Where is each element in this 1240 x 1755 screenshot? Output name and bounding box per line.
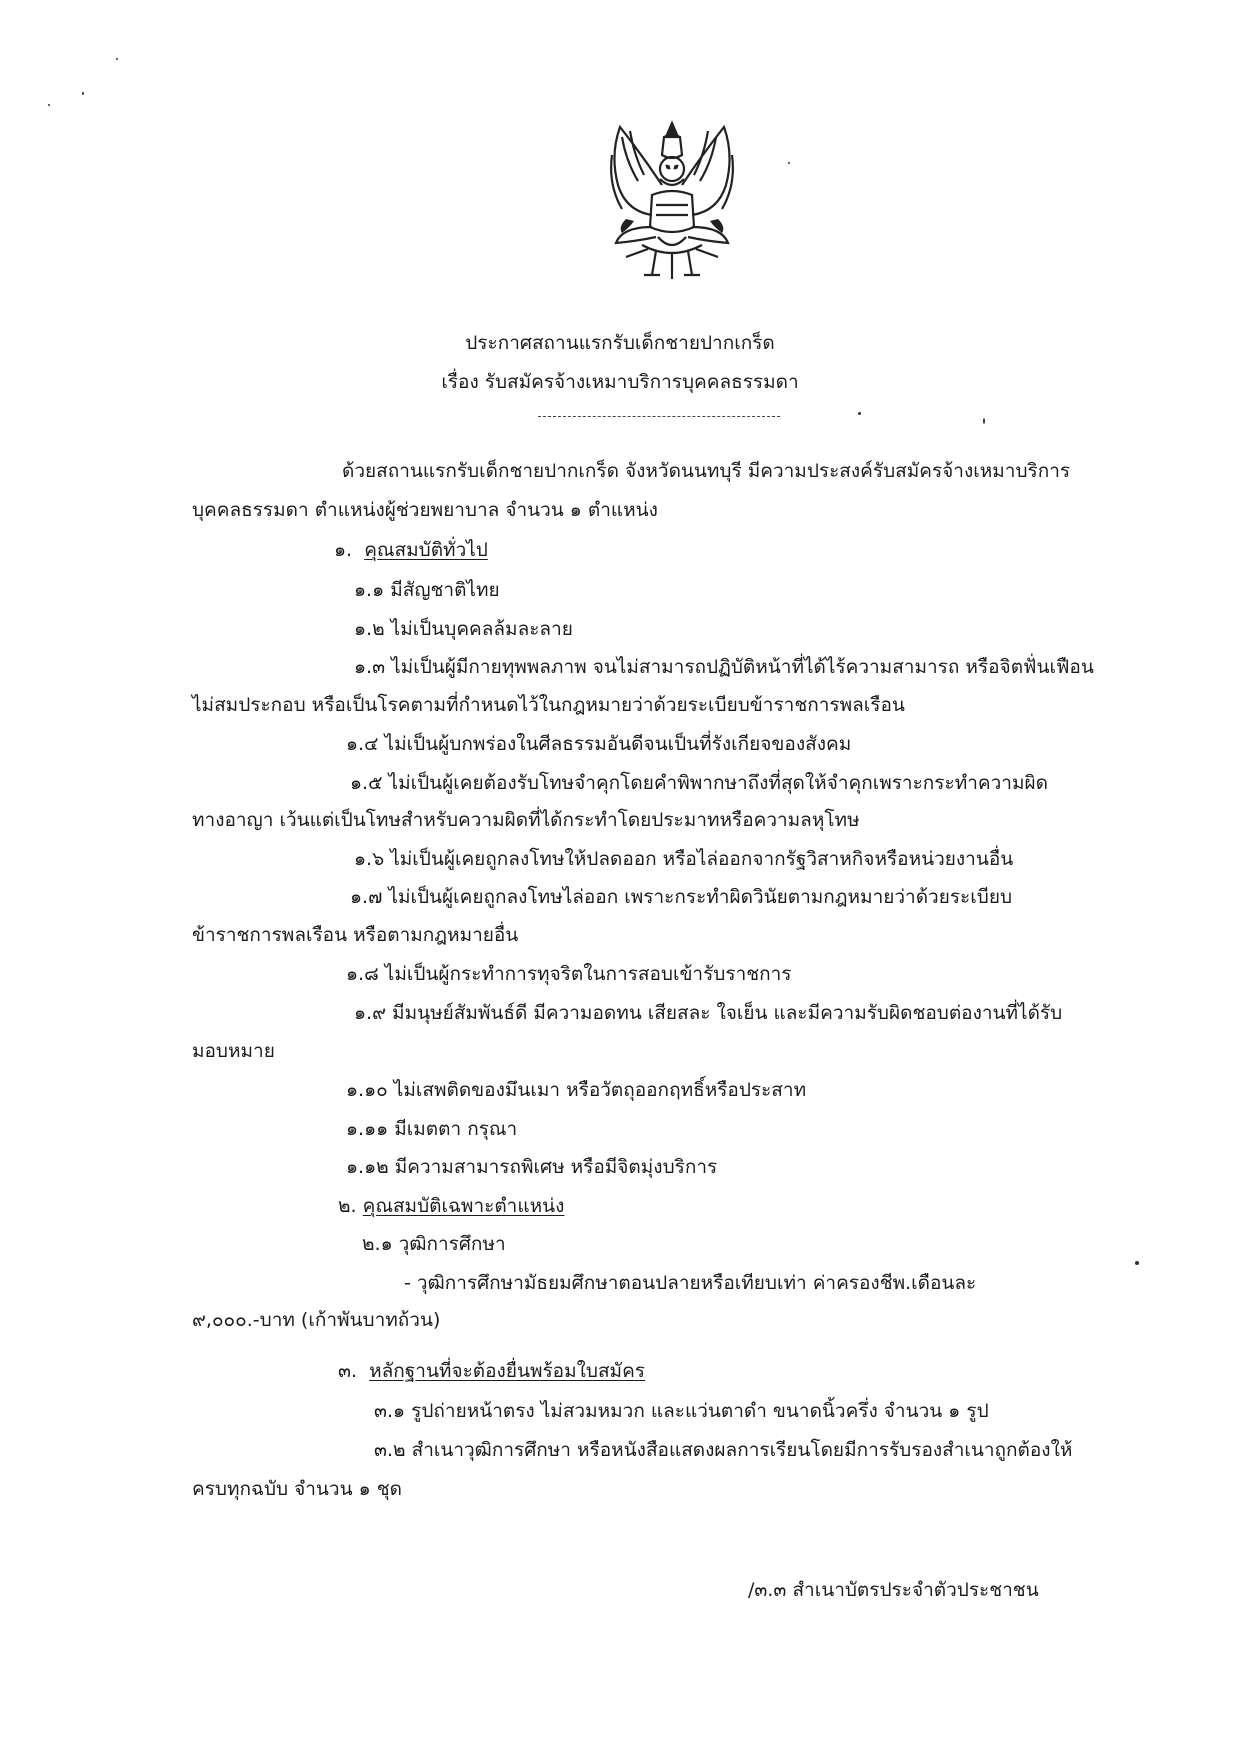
list-item: ๑.๑๒ มีความสามารถพิเศษ หรือมีจิตมุ่งบริการ: [346, 1156, 718, 1178]
list-item-continuation: ครบทุกฉบับ จำนวน ๑ ชุด: [192, 1478, 402, 1500]
list-item-continuation: ข้าราชการพลเรือน หรือตามกฎหมายอื่น: [192, 924, 519, 946]
section-number: ๓.: [338, 1360, 358, 1382]
garuda-emblem-icon: [582, 115, 762, 285]
scan-speck: [858, 412, 861, 415]
list-item: ๑.๕ ไม่เป็นผู้เคยต้องรับโทษจำคุกโดยคำพิพากษาถึงที่สุดให้จำคุกเพราะกระทำความผิด: [350, 772, 1048, 794]
salary-detail: ๙,๐๐๐.-บาท (เก้าพันบาทถ้วน): [192, 1309, 441, 1331]
list-item: ๑.๓ ไม่เป็นผู้มีกายทุพพลภาพ จนไม่สามารถปฏิบัติหน้าที่ได้ไร้ความสามารถ หรือจิตฟั่นเฟือน: [354, 656, 1094, 678]
list-item: ๑.๙ มีมนุษย์สัมพันธ์ดี มีความอดทน เสียสละ ใจเย็น และมีความรับผิดชอบต่องานที่ได้รับ: [354, 1002, 1063, 1024]
qualification-detail: - วุฒิการศึกษามัธยมศึกษาตอนปลายหรือเทียบเท่า ค่าครองชีพ.เดือนละ: [404, 1272, 977, 1294]
intro-line-2: บุคคลธรรมดา ตำแหน่งผู้ช่วยพยาบาล จำนวน ๑ ตำแหน่ง: [192, 499, 658, 521]
list-item: ๑.๘ ไม่เป็นผู้กระทำการทุจริตในการสอบเข้ารับราชการ: [346, 963, 792, 985]
list-item: ๑.๔ ไม่เป็นผู้บกพร่องในศีลธรรมอันดีจนเป็นที่รังเกียจของสังคม: [346, 733, 852, 755]
list-item: ๑.๖ ไม่เป็นผู้เคยถูกลงโทษให้ปลดออก หรือไล่ออกจากรัฐวิสาหกิจหรือหน่วยงานอื่น: [354, 848, 1014, 870]
list-item: ๓.๑ รูปถ่ายหน้าตรง ไม่สวมหมวก และแว่นตาดำ ขนาดนิ้วครึ่ง จำนวน ๑ รูป: [374, 1400, 989, 1422]
scan-speck: [983, 418, 985, 424]
announcement-subject: เรื่อง รับสมัครจ้างเหมาบริการบุคคลธรรมดา: [441, 371, 799, 393]
title-divider: [538, 416, 780, 417]
scan-speck: [1135, 1261, 1139, 1265]
section-1-heading: [334, 541, 488, 560]
list-item: ๑.๗ ไม่เป็นผู้เคยถูกลงโทษไล่ออก เพราะกระทำผิดวินัยตามกฎหมายว่าด้วยระเบียบ: [350, 886, 1013, 908]
section-2-heading: [338, 1197, 564, 1216]
scan-speck: [788, 162, 790, 164]
section-title: คุณสมบัติทั่วไป: [364, 539, 488, 561]
list-item: ๑.๑๑ มีเมตตา กรุณา: [346, 1118, 518, 1140]
list-item: ๑.๑๐ ไม่เสพติดของมึนเมา หรือวัตถุออกฤทธิ์หรือประสาท: [346, 1079, 807, 1101]
section-title: หลักฐานที่จะต้องยื่นพร้อมใบสมัคร: [369, 1360, 645, 1382]
intro-line-1: ด้วยสถานแรกรับเด็กชายปากเกร็ด จังหวัดนนทบุรี มีความประสงค์รับสมัครจ้างเหมาบริการ: [342, 460, 1071, 482]
list-item: ๑.๑ มีสัญชาติไทย: [354, 579, 500, 601]
scan-speck: [82, 92, 84, 95]
section-3-heading: [338, 1362, 645, 1381]
section-number: ๑.: [334, 539, 353, 561]
scan-speck: [48, 104, 50, 106]
continued-footer: /๓.๓ สำเนาบัตรประจำตัวประชาชน: [748, 1579, 1039, 1601]
list-item-continuation: ไม่สมประกอบ หรือเป็นโรคตามที่กำหนดไว้ในกฎหมายว่าด้วยระเบียบข้าราชการพลเรือน: [192, 694, 905, 716]
section-number: ๒.: [338, 1195, 357, 1217]
list-item: ๓.๒ สำเนาวุฒิการศึกษา หรือหนังสือแสดงผลการเรียนโดยมีการรับรองสำเนาถูกต้องให้: [374, 1439, 1073, 1461]
section-2-subheading: ๒.๑ วุฒิการศึกษา: [362, 1233, 506, 1255]
announcement-title: ประกาศสถานแรกรับเด็กชายปากเกร็ด: [465, 332, 775, 354]
scan-speck: [116, 58, 118, 60]
list-item-continuation: ทางอาญา เว้นแต่เป็นโทษสำหรับความผิดที่ได้กระทำโดยประมาทหรือความลหุโทษ: [192, 809, 860, 831]
list-item: ๑.๒ ไม่เป็นบุคคลล้มละลาย: [354, 618, 573, 640]
section-title: คุณสมบัติเฉพาะตำแหน่ง: [362, 1195, 565, 1217]
list-item-continuation: มอบหมาย: [192, 1040, 275, 1062]
